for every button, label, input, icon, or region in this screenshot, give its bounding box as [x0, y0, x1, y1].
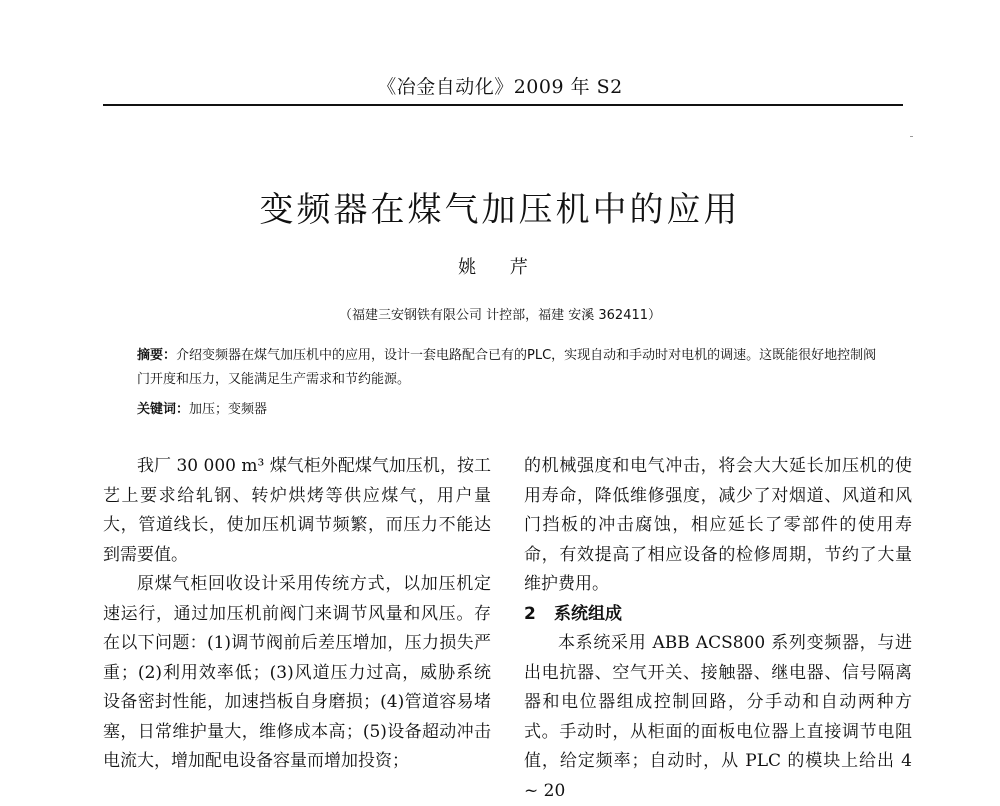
paper-title: 变频器在煤气加压机中的应用 — [259, 190, 741, 230]
section-title: 系统组成 — [554, 603, 622, 624]
header-rule — [103, 104, 903, 106]
abstract-text: 介绍变频器在煤气加压机中的应用，设计一套电路配合已有的PLC，实现自动和手动时对电机的调速。这既能很好地控制阀门开度和压力，又能满足生产需求和节约能源。 — [137, 348, 877, 387]
abstract — [137, 344, 882, 392]
body-paragraph: 的机械强度和电气冲击，将会大大延长加压机的使用寿命，降低维修强度，减少了对烟道、风道和风门挡板的冲击腐蚀，相应延长了零部件的使用寿命，有效提高了相应设备的检修周期，节约了大量维护费用。 — [524, 456, 912, 594]
body-paragraph: 我厂 30 000 m³ 煤气柜外配煤气加压机，按工艺上要求给轧钢、转炉烘烤等供应煤气，用户量大，管道线长，使加压机调节频繁，而压力不能达到需要值。 — [103, 456, 491, 565]
body-paragraph: 原煤气柜回收设计采用传统方式，以加压机定速运行，通过加压机前阀门来调节风量和风压。存在以下问题：(1)调节阀前后差压增加，压力损失严重；(2)利用效率低；(3)风道压力过高，威胁系统设备密封性能，加速挡板自身磨损；(4)管道容易堵塞，日常维护量大，维修成本高；(5)设备超动冲击电流大，增加配电设备容量而增加投资； — [103, 574, 491, 771]
keywords-label: 关键词： — [137, 402, 190, 417]
body-paragraph: 本系统采用 ABB ACS800 系列变频器，与进出电抗器、空气开关、接触器、继电器、信号隔离器和电位器组成控制回路，分手动和自动两种方式。手动时，从柜面的面板电位器上直接调节电阻值，给定频率；自动时，从 PLC 的模块上给出 4 ~ 20 — [524, 633, 912, 801]
keywords — [137, 400, 882, 420]
keywords-text: 加压；变频器 — [189, 402, 268, 417]
journal-header: 《冶金自动化》2009 年 S2 — [377, 76, 623, 98]
affiliation: （福建三安钢铁有限公司 计控部，福建 安溪 362411） — [338, 308, 662, 323]
section-number: 2 — [524, 603, 536, 624]
body-column-right — [524, 452, 912, 806]
scan-mark — [910, 136, 913, 137]
abstract-label: 摘要： — [137, 348, 177, 363]
section-heading — [524, 600, 912, 630]
author: 姚 芹 — [458, 257, 542, 278]
body-column-left — [103, 452, 491, 777]
